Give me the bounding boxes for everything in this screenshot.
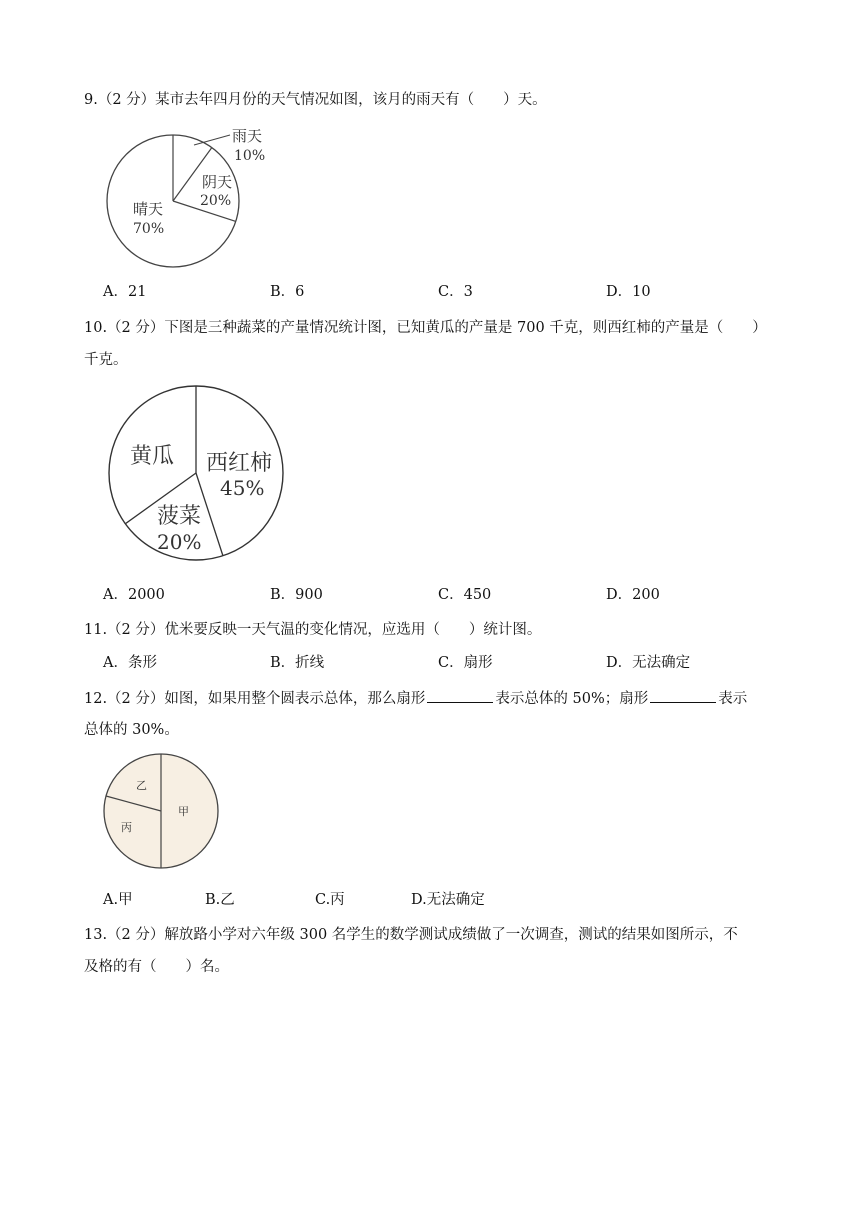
q9-value-rain: 10% <box>234 148 266 164</box>
q9-stem: 9.（2 分）某市去年四月份的天气情况如图，该月的雨天有（ ）天。 <box>84 92 547 108</box>
q9-value-cloud: 20% <box>200 193 232 209</box>
q10-option-c[interactable]: C．450 <box>438 587 492 603</box>
q10-option-a[interactable]: A．2000 <box>103 587 165 603</box>
q10-value-spinach: 20% <box>157 530 202 554</box>
q12-option-b[interactable]: B.乙 <box>205 892 235 908</box>
q13-stem-line2: 及格的有（ ）名。 <box>84 959 229 975</box>
q10-option-d[interactable]: D．200 <box>606 587 660 603</box>
q9-option-a[interactable]: A．21 <box>103 284 147 300</box>
q10-stem-line1: 10.（2 分）下图是三种蔬菜的产量情况统计图，已知黄瓜的产量是 700 千克，则西红柿的产量是（ ） <box>84 320 767 336</box>
q9-value-sunny: 70% <box>133 221 165 237</box>
q10-label-cucumber: 黄瓜 <box>130 444 175 469</box>
q9-option-d[interactable]: D．10 <box>606 284 651 300</box>
q12-stem-part-a: 12.（2 分）如图，如果用整个圆表示总体，那么扇形 <box>84 691 426 707</box>
q12-label-jia: 甲 <box>178 805 189 818</box>
q11-option-b[interactable]: B．折线 <box>270 655 325 671</box>
q11-stem: 11.（2 分）优米要反映一天气温的变化情况，应选用（ ）统计图。 <box>84 622 542 638</box>
q12-option-a[interactable]: A.甲 <box>103 892 133 908</box>
q9-label-cloud: 阴天 <box>202 173 233 191</box>
q10-label-tomato: 西红柿 <box>206 451 273 476</box>
q12-stem-part-c: 表示 <box>718 691 748 707</box>
q9-label-sunny: 晴天 <box>133 200 164 218</box>
q12-stem-part-b: 表示总体的 50%；扇形 <box>495 691 649 707</box>
q12-stem-line2: 总体的 30%。 <box>84 722 179 738</box>
q9-label-rain: 雨天 <box>232 127 263 145</box>
q9-option-c[interactable]: C．3 <box>438 284 473 300</box>
q12-option-c[interactable]: C.丙 <box>315 892 345 908</box>
q9-option-b[interactable]: B．6 <box>270 284 305 300</box>
q11-option-a[interactable]: A．条形 <box>103 655 157 671</box>
q10-value-tomato: 45% <box>220 476 265 500</box>
q10-stem-line2: 千克。 <box>84 352 128 368</box>
q11-option-c[interactable]: C．扇形 <box>438 655 493 671</box>
q11-option-d[interactable]: D．无法确定 <box>606 655 691 671</box>
q10-option-b[interactable]: B．900 <box>270 587 323 603</box>
q12-label-bing: 丙 <box>121 821 132 834</box>
q12-option-d[interactable]: D.无法确定 <box>411 892 485 908</box>
q10-label-spinach: 菠菜 <box>157 504 202 529</box>
q13-stem-line1: 13.（2 分）解放路小学对六年级 300 名学生的数学测试成绩做了一次调查，测试的结果如图所示，不 <box>84 927 738 943</box>
q12-label-yi: 乙 <box>136 779 147 792</box>
